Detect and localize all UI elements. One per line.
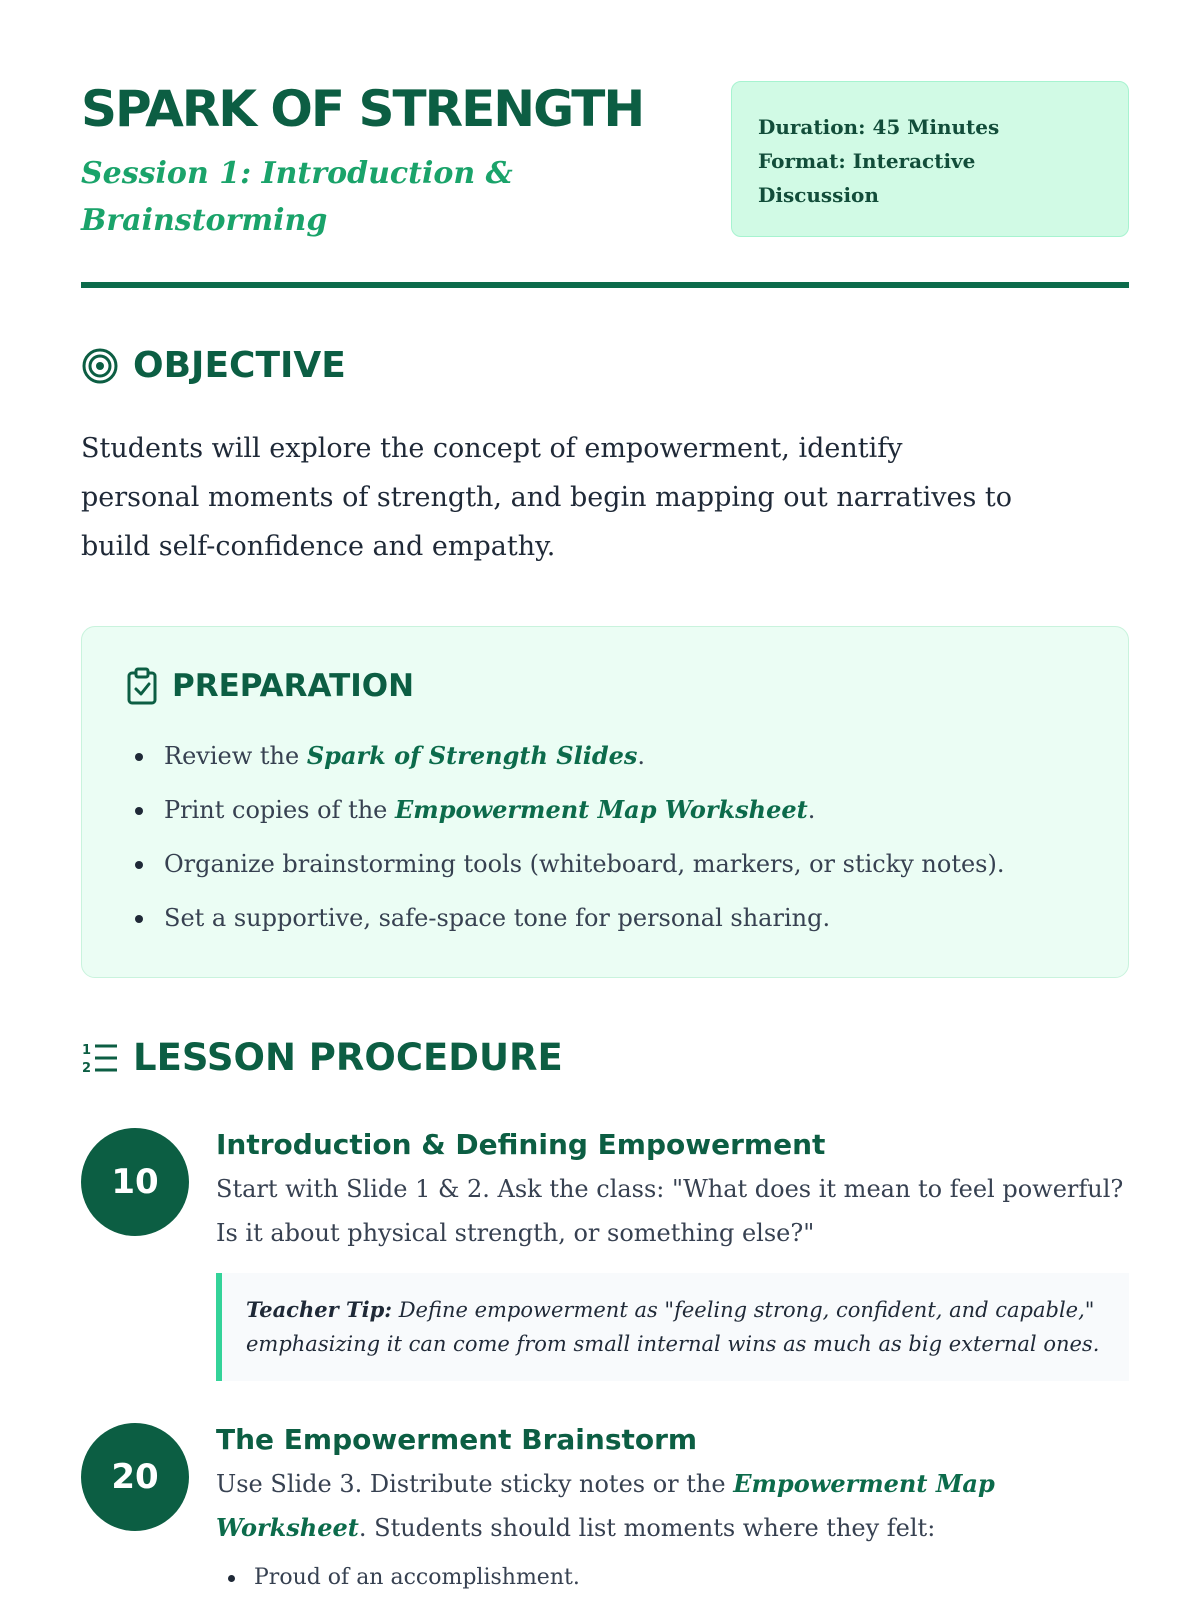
minutes-badge: 20: [81, 1423, 189, 1531]
list-item: Review the Spark of Strength Slides.: [126, 729, 1084, 783]
preparation-list: [126, 729, 1084, 945]
page-title: SPARK OF STRENGTH: [81, 80, 644, 138]
list-item: Set a supportive, safe-space tone for personal sharing.: [126, 891, 1084, 945]
objective-text: Students will explore the concept of empowerment, identify personal moments of strength, and begin mapping out narratives to build self-confidence and empathy.: [81, 433, 1012, 562]
duration-text: Duration: 45 Minutes: [758, 115, 1000, 139]
step-bullet-list: [216, 1556, 1129, 1600]
teacher-tip-text: Define empowerment as "feeling strong, confident, and capable," emphasizing it can come from small internal wins as much as big external ones.: [246, 1298, 1100, 1356]
session-info-box: [731, 81, 1129, 237]
minutes-badge: 10: [81, 1128, 189, 1236]
list-item: Proud of an accomplishment.: [216, 1556, 1129, 1600]
teacher-tip-label: Teacher Tip:: [246, 1297, 393, 1322]
header-divider: [81, 282, 1129, 288]
session-subtitle: Session 1: Introduction & Brainstorming: [81, 156, 513, 238]
format-text: Format: Interactive Discussion: [758, 149, 976, 207]
procedure-heading: [81, 1036, 563, 1079]
objective-heading-label: OBJECTIVE: [133, 345, 346, 386]
step-title: The Empowerment Brainstorm: [216, 1423, 698, 1456]
step-text: Use Slide 3. Distribute sticky notes or the Empowerment Map Worksheet. Students should list moments where they felt:: [216, 1469, 995, 1542]
step-body: [216, 1420, 1129, 1600]
target-icon: [81, 347, 119, 385]
objective-heading: [81, 345, 346, 386]
clipboard-check-icon: [126, 667, 158, 705]
numbered-list-icon: [81, 1040, 119, 1076]
list-item: Print copies of the Empowerment Map Worksheet.: [126, 783, 1084, 837]
step-text: Start with Slide 1 & 2. Ask the class: "What does it mean to feel powerful? Is it about physical strength, or something else?": [216, 1175, 1124, 1247]
teacher-tip: [216, 1273, 1129, 1381]
header: [81, 0, 1119, 282]
preparation-heading: [126, 667, 1084, 705]
preparation-box: [81, 626, 1129, 978]
svg-text:1: 1: [82, 1042, 92, 1058]
svg-text:2: 2: [82, 1060, 92, 1076]
preparation-heading-label: PREPARATION: [172, 668, 415, 704]
list-item: Organize brainstorming tools (whiteboard, markers, or sticky notes).: [126, 837, 1084, 891]
procedure-heading-label: LESSON PROCEDURE: [133, 1036, 563, 1079]
step-body: [216, 1125, 1129, 1381]
step-title: Introduction & Defining Empowerment: [216, 1128, 826, 1161]
